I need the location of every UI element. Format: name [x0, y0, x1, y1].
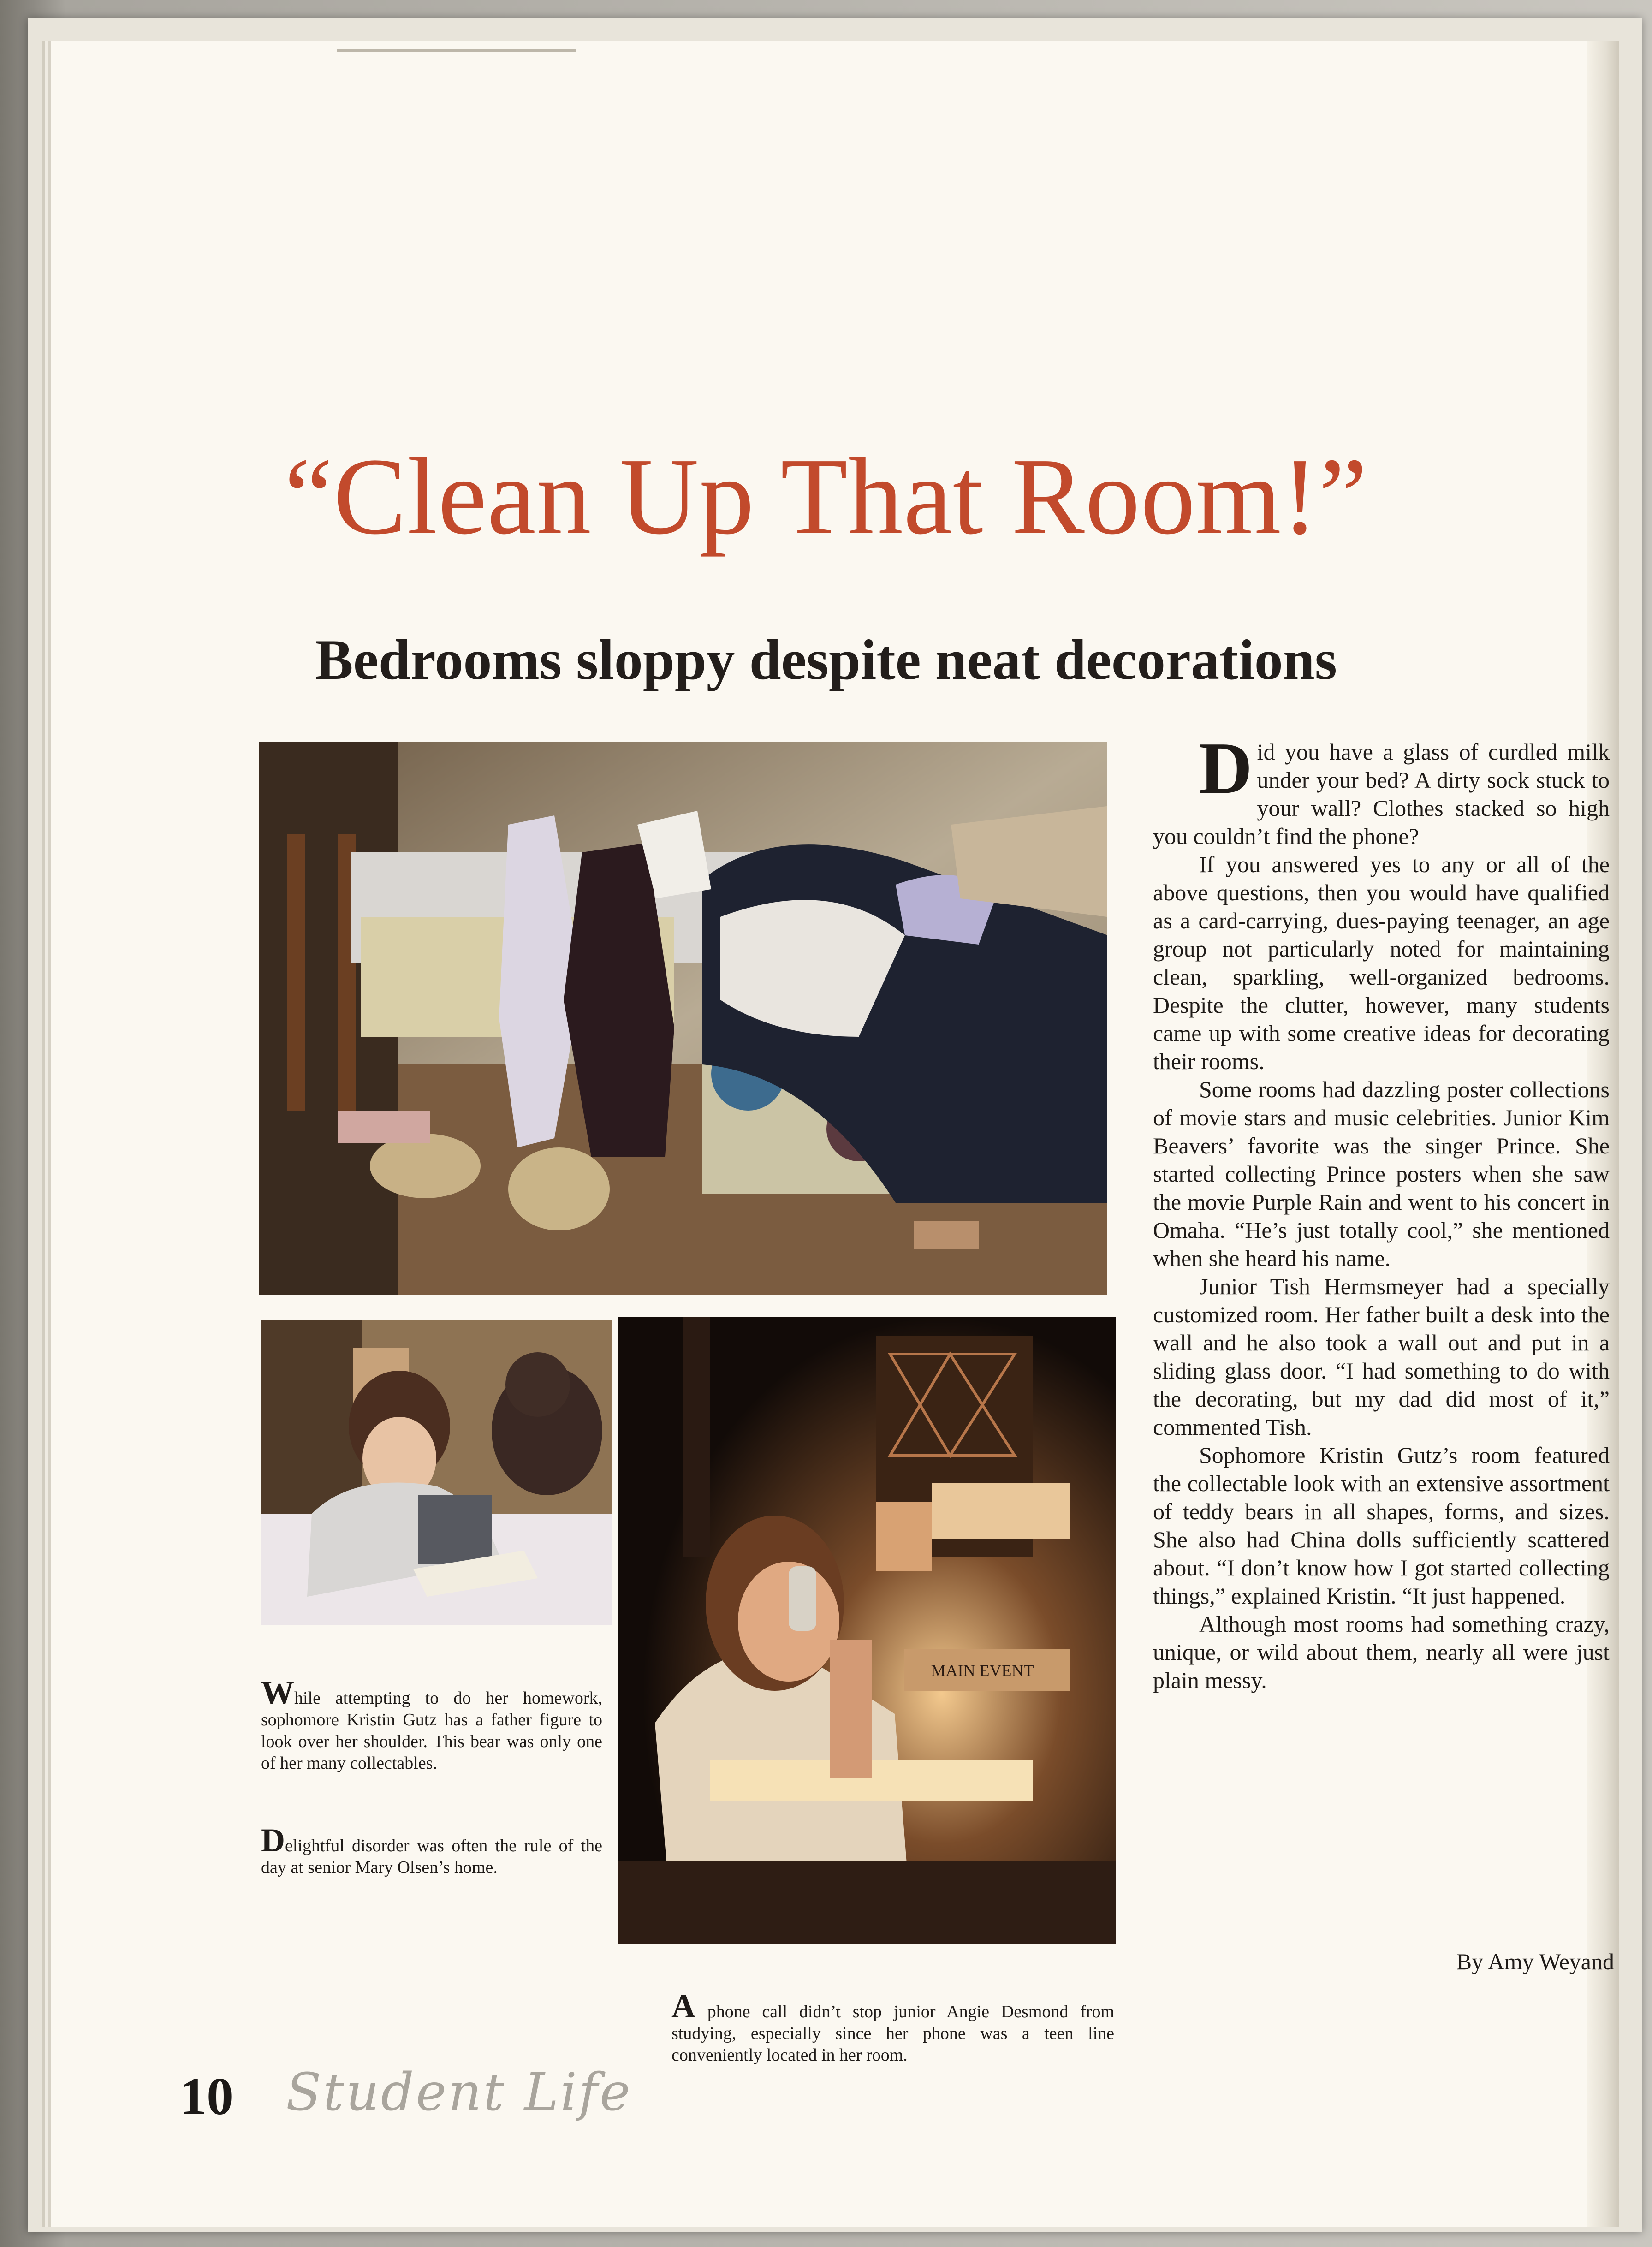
article-paragraph: Although most rooms had something crazy, unique, or wild about them, nearly all were just plain messy.: [1153, 1611, 1610, 1693]
teddy-bear-homework-photo: [261, 1320, 612, 1625]
caption-initial: A: [671, 1988, 695, 2025]
caption-initial: W: [261, 1674, 294, 1711]
caption-initial: D: [261, 1822, 285, 1859]
article-paragraph: Did you have a glass of curdled milk under your bed? A dirty sock stuck to your wall? Clothes stacked so high you couldn’t find the phone?: [1153, 727, 1610, 849]
article-paragraph: If you answered yes to any or all of the above questions, then you would have qualified as a card-carrying, dues-paying teenager, an age group not particularly noted for maintaining clean, sparkling, well-organized bedrooms. Despite the clutter, however, many students came up with some creative ideas for decorating their rooms.: [1153, 851, 1610, 1074]
phone-call-photo: [618, 1317, 1116, 1944]
article-paragraph: Junior Tish Hermsmeyer had a specially customized room. Her father built a desk into the wall and he also took a wall out and put in a sliding glass door. “I had something to do with the decorating, but my dad did most of it,” commented Tish.: [1153, 1273, 1610, 1440]
subheadline: Bedrooms sloppy despite neat decorations: [315, 628, 1337, 691]
caption-messy-bedroom: Delightful disorder was often the rule of the day at senior Mary Olsen’s home.: [261, 1822, 602, 1877]
byline: By Amy Weyand: [1456, 1949, 1614, 1974]
page-number: 10: [180, 2067, 233, 2126]
headline: “Clean Up That Room!”: [284, 436, 1368, 557]
caption-phone-call: A phone call didn’t stop junior Angie Desmond from studying, especially since her phone was a teen line conveniently located in her room.: [671, 1988, 1114, 2065]
article-paragraph: Sophomore Kristin Gutz’s room featured the collectable look with an extensive assortment of teddy bears in all shapes, forms, and sizes. She also had China dolls sufficiently scattered about. “I don’t know how I got started collecting things,” explained Kristin. “It just happened.: [1153, 1442, 1610, 1609]
page-top-mark: [337, 49, 576, 52]
messy-bedroom-photo: [259, 742, 1107, 1295]
article-body: [1153, 727, 1610, 1694]
poster-sign-text: MAIN EVENT: [931, 1661, 1034, 1680]
article-paragraph: Some rooms had dazzling poster collections of movie stars and music celebrities. Junior Kim Beavers’ favorite was the singer Prince. She started collecting Prince posters when she saw the movie Purple Rain and went to his concert in Omaha. “He’s just totally cool,” she mentioned when she heard his name.: [1153, 1076, 1610, 1271]
caption-teddy-bear: While attempting to do her homework, sophomore Kristin Gutz has a father figure to look over her shoulder. This bear was only one of her many collectables.: [261, 1674, 602, 1773]
section-label: Student Life: [286, 2063, 632, 2122]
drop-cap: D: [1199, 727, 1253, 809]
